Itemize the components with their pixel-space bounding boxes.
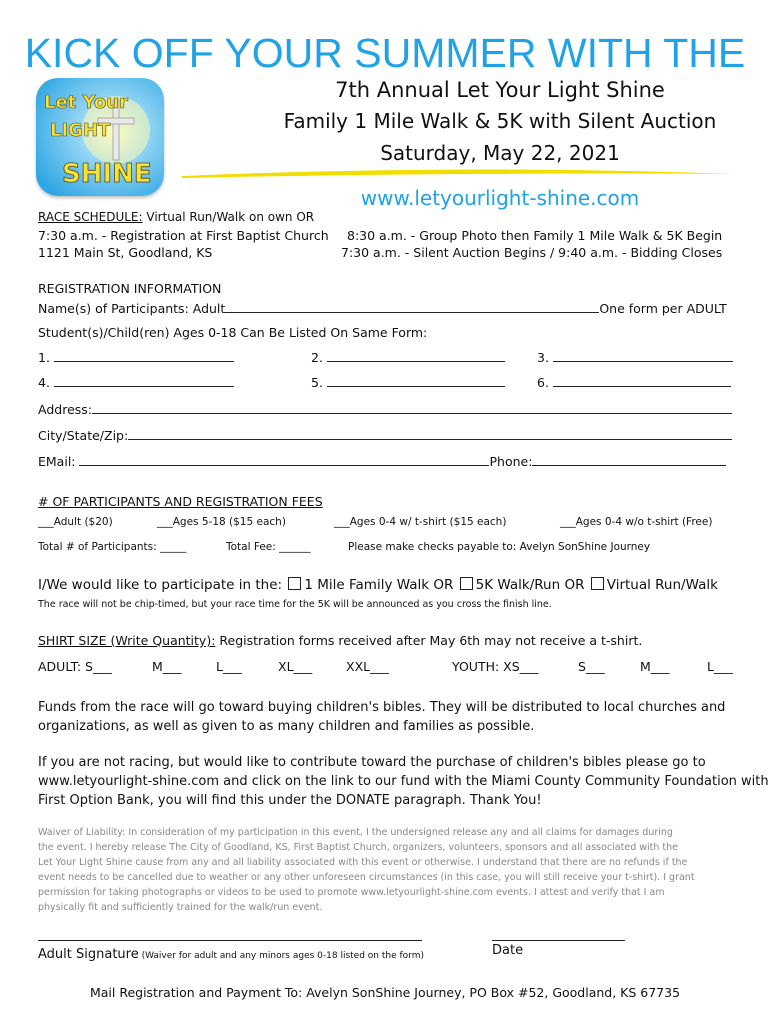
event-name: 7th Annual Let Your Light Shine (335, 78, 665, 102)
signature-waiver-note: (Waiver for adult and any minors ages 0-18 listed on the form) (138, 951, 424, 961)
participant-slot-2: 2. (311, 349, 505, 367)
funds-paragraph: Funds from the race will go toward buying children's bibles. They will be distributed to local churches and organizations, as well as given to as many children and families as possible. (38, 700, 726, 734)
participant-slot-6: 6. (537, 374, 731, 392)
website-link[interactable]: www.letyourlight-shine.com (360, 186, 640, 210)
shirt-size-heading: SHIRT SIZE (Write Quantity): (38, 633, 216, 648)
silent-auction-time: 7:30 a.m. - Silent Auction Begins / 9:40 a.m. - Bidding Closes (341, 245, 723, 260)
city-label: City/State/Zip: (38, 428, 129, 443)
address-label: Address: (38, 402, 92, 417)
virtual-run-walk-label: Virtual Run/Walk (606, 577, 718, 593)
race-schedule-line (38, 209, 314, 226)
participant-field-3[interactable] (553, 349, 733, 362)
email-phone-row (38, 452, 726, 471)
svg-text:SHINE: SHINE (62, 159, 152, 189)
fee-adult: ___Adult ($20) (38, 516, 113, 528)
date-line[interactable] (492, 940, 625, 941)
total-fee: Total Fee: ______ (226, 541, 311, 553)
adult-size-m: M___ (152, 659, 182, 674)
participant-slot-1: 1. (38, 349, 234, 367)
youth-size-s: S___ (578, 659, 605, 674)
let-your-light-shine-logo (36, 78, 164, 196)
adult-size-xxl: XXL___ (346, 659, 389, 674)
participant-slot-4: 4. (38, 374, 234, 392)
adult-names-label: Name(s) of Participants: Adult (38, 301, 226, 316)
participant-field-5[interactable] (327, 374, 505, 387)
adult-size-xl: XL___ (278, 659, 313, 674)
adult-names-field[interactable] (225, 298, 599, 313)
address-row (38, 400, 732, 419)
checks-payable: Please make checks payable to: Avelyn SonShine Journey (348, 541, 651, 553)
participation-row (38, 576, 718, 594)
event-date: Saturday, May 22, 2021 (380, 141, 620, 165)
donate-paragraph: If you are not racing, but would like to contribute toward the purchase of children's bibles please go to www.letyourlight-shine.com and click on the link to our fund with the Miami County Community Foundation with First Option Bank, you will find this under the DONATE paragraph. Thank You! (38, 755, 769, 808)
church-address: 1121 Main St, Goodland, KS (38, 245, 213, 260)
youth-size-m: M___ (640, 659, 670, 674)
signature-line[interactable] (38, 940, 422, 941)
participant-slot-3: 3. (537, 349, 733, 367)
phone-label: Phone: (489, 454, 533, 469)
5k-walk-run-checkbox[interactable] (460, 577, 473, 590)
city-row (38, 426, 732, 445)
participant-field-4[interactable] (54, 374, 234, 387)
event-subtitle: Family 1 Mile Walk & 5K with Silent Auction (283, 109, 717, 133)
youth-size-l: L___ (707, 659, 733, 674)
youth-size-xs: YOUTH: XS___ (452, 659, 539, 674)
chip-timing-note: The race will not be chip-timed, but your race time for the 5K will be announced as you cross the finish line. (38, 599, 552, 610)
email-field[interactable] (79, 452, 489, 466)
students-label: Student(s)/Child(ren) Ages 0-18 Can Be Listed On Same Form: (38, 325, 428, 340)
email-label: EMail: (38, 454, 80, 469)
shirt-size-row (38, 632, 642, 650)
svg-text:Let Your: Let Your (44, 92, 128, 113)
registration-heading: REGISTRATION INFORMATION (38, 281, 222, 296)
phone-field[interactable] (532, 452, 726, 466)
adult-size-s: ADULT: S___ (38, 659, 112, 674)
participation-prompt: I/We would like to participate in the: (38, 577, 287, 593)
one-mile-walk-checkbox[interactable] (288, 577, 301, 590)
shirt-deadline-notice: Registration forms received after May 6th may not receive a t-shirt. (215, 633, 643, 648)
5k-walk-run-label: 5K Walk/Run OR (475, 577, 589, 593)
registration-time: 7:30 a.m. - Registration at First Baptist Church (38, 228, 329, 243)
fee-ages-0-4-no-shirt: ___Ages 0-4 w/o t-shirt (Free) (560, 516, 713, 528)
virtual-run-walk-checkbox[interactable] (591, 577, 604, 590)
adult-names-row (38, 298, 727, 318)
svg-text:LIGHT: LIGHT (50, 120, 111, 141)
date-label: Date (492, 943, 524, 958)
one-form-note: One form per ADULT (599, 301, 727, 316)
group-photo-time: 8:30 a.m. - Group Photo then Family 1 Mile Walk & 5K Begin (347, 228, 723, 243)
waiver-of-liability: Waiver of Liability: In consideration of my participation in this event, I the undersigned release any and all claims for damages during the event. I hereby release The City of Goodland, KS, First Baptist Church, organizers, volunteers, sponsors and all associated with the Let Your Light Shine cause from any and all liability associated with this event or otherwise. I understand that there are no refunds if the event needs to be cancelled due to weather or any other unforeseen circumstances (in this case, you will still receive your t-shirt). I grant permission for taking photographs or videos to be used to promote www.letyourlight-shine.com events. I attest and verify that I am physically fit and sufficiently trained for the walk/run event. (38, 827, 695, 913)
race-schedule-heading: RACE SCHEDULE: (38, 210, 143, 224)
participant-field-6[interactable] (553, 374, 731, 387)
city-field[interactable] (128, 426, 732, 440)
address-field[interactable] (92, 400, 732, 414)
participant-field-2[interactable] (327, 349, 505, 362)
flyer-title: KICK OFF YOUR SUMMER WITH THE (24, 30, 746, 76)
signature-label-row (38, 943, 424, 962)
fees-heading: # OF PARTICIPANTS AND REGISTRATION FEES (38, 494, 323, 509)
participant-field-1[interactable] (54, 349, 234, 362)
total-participants: Total # of Participants: _____ (38, 541, 187, 553)
one-mile-walk-label: 1 Mile Family Walk OR (304, 577, 458, 593)
fee-ages-5-18: ___Ages 5-18 ($15 each) (157, 516, 286, 528)
mail-to-footer: Mail Registration and Payment To: Avelyn SonShine Journey, PO Box #52, Goodland, KS 67735 (89, 985, 681, 1000)
fee-ages-0-4-shirt: ___Ages 0-4 w/ t-shirt ($15 each) (334, 516, 507, 528)
participant-slot-5: 5. (311, 374, 505, 392)
virtual-option-text: Virtual Run/Walk on own OR (142, 210, 315, 224)
adult-signature-label: Adult Signature (38, 947, 139, 962)
adult-size-l: L___ (216, 659, 242, 674)
